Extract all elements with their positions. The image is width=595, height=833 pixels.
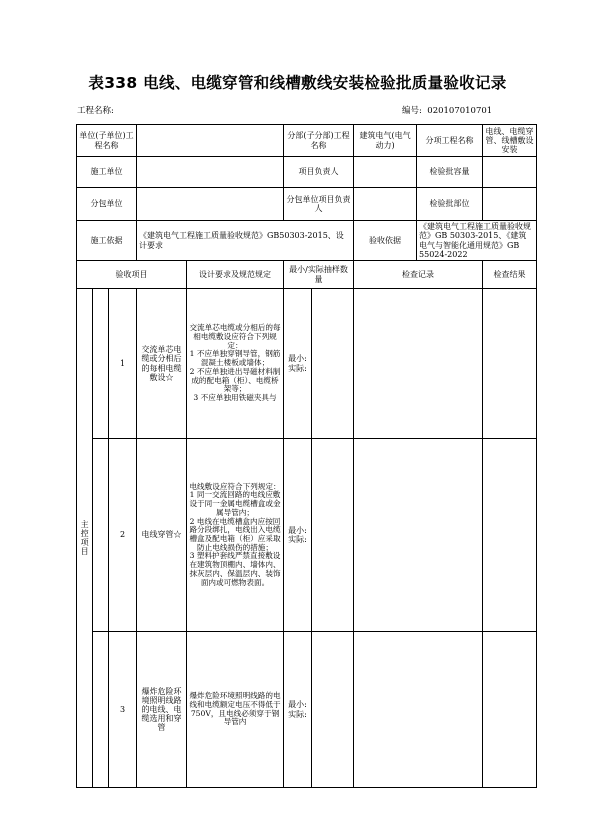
- project-manager-label: 项目负责人: [284, 157, 354, 188]
- row-stub: [93, 632, 109, 788]
- item-name: 电线穿管☆: [137, 439, 187, 632]
- sample-count: [284, 632, 312, 788]
- acceptance-basis-label: 验收依据: [354, 221, 417, 261]
- item-requirement: [187, 632, 284, 788]
- item-requirement: [187, 439, 284, 632]
- subcontract-unit-label: 分包单位: [77, 188, 137, 221]
- check-record[interactable]: [354, 632, 483, 788]
- batch-capacity-label: 检验批容量: [417, 157, 483, 188]
- sample-spacer: [312, 632, 354, 788]
- col-header-record: 检查记录: [354, 261, 483, 289]
- item-requirement: [187, 289, 284, 439]
- number-value: 020107010701: [427, 106, 493, 116]
- acceptance-record-table: [76, 124, 537, 788]
- subcontract-unit-value[interactable]: [137, 188, 284, 221]
- col-header-result: 检查结果: [483, 261, 537, 289]
- construction-unit-value[interactable]: [137, 157, 284, 188]
- main-items-label: 主控项目: [80, 520, 90, 556]
- construction-basis-label: 施工依据: [77, 221, 137, 261]
- item-name: 交流单芯电缆或分相后的每相电缆敷设☆: [137, 289, 187, 439]
- project-manager-value[interactable]: [354, 157, 417, 188]
- actual-label: 实际:: [288, 709, 307, 719]
- item-number: 1: [109, 289, 137, 439]
- check-record[interactable]: [354, 439, 483, 632]
- sample-spacer: [312, 289, 354, 439]
- number-label: 编号:: [402, 106, 422, 116]
- item-name: 爆炸危险环境照明线路的电线、电缆选用和穿管: [137, 632, 187, 788]
- sub-item-label: 分项工程名称: [417, 125, 483, 157]
- actual-label: 实际:: [288, 363, 307, 373]
- col-header-item: 验收项目: [77, 261, 187, 289]
- check-result[interactable]: [483, 632, 537, 788]
- project-name-label: 工程名称:: [77, 106, 114, 116]
- unit-project-label: 单位(子单位)工程名称: [77, 125, 137, 157]
- batch-capacity-value[interactable]: [483, 157, 537, 188]
- sub-division-value: 建筑电气(电气动力): [354, 125, 417, 157]
- row-stub: [93, 439, 109, 632]
- construction-unit-label: 施工单位: [77, 157, 137, 188]
- sample-count: [284, 439, 312, 632]
- subcontract-manager-value[interactable]: [354, 188, 417, 221]
- check-result[interactable]: [483, 289, 537, 439]
- unit-project-value[interactable]: [137, 125, 284, 157]
- batch-part-value[interactable]: [483, 188, 537, 221]
- sample-count: [284, 289, 312, 439]
- form-number: [402, 104, 492, 116]
- col-header-sample: 最小/实际抽样数量: [284, 261, 354, 289]
- acceptance-basis-value: 《建筑电气工程施工质量验收规范》GB 50303-2015、《建筑电气与智能化通用规范》GB 55024-2022: [417, 221, 537, 261]
- row-stub: [93, 289, 109, 439]
- min-label: 最小:: [288, 700, 307, 710]
- page-title: 表338 电线、电缆穿管和线槽敷线安装检验批质量验收记录: [88, 74, 507, 92]
- sub-division-label: 分部(子分部)工程名称: [284, 125, 354, 157]
- check-result[interactable]: [483, 439, 537, 632]
- check-record[interactable]: [354, 289, 483, 439]
- main-items-label-cell: [77, 289, 93, 788]
- actual-label: 实际:: [288, 535, 307, 544]
- sub-item-value: 电线、电缆穿管、线槽敷设安装: [483, 125, 537, 157]
- item-number: 2: [109, 439, 137, 632]
- item-requirement-text: 爆炸危险环境照明线路的电线和电缆额定电压不得低于750V，且电线必须穿于钢导管内: [189, 691, 281, 727]
- min-label: 最小:: [288, 525, 307, 535]
- item-number: 3: [109, 632, 137, 788]
- item-requirement-text: 电线敷设应符合下列规定： 1 同一交流回路的电线应敷设于同一金属电缆槽盒或金属导管内； 2 电线在电缆槽盒内应按回路分段绑扎，电线出入电缆槽盒及配电箱（柜）应采取防止电线损伤的措施； 3 塑料护套线严禁直接敷设在建筑物顶棚内、墙体内、抹灰层内、保温层内、装饰面内或可燃物表面。: [189, 481, 281, 587]
- item-requirement-text: 交流单芯电缆或分相后的每相电缆敷设应符合下列规定： 1 不应单独穿钢导管，钢筋混凝土楼板或墙体； 2 不应单独进出导磁材料制成的配电箱（柜）、电缆桥架等； 3 不应单独用铁磁夹具与: [189, 323, 281, 403]
- batch-part-label: 检验批部位: [417, 188, 483, 221]
- subcontract-manager-label: 分包单位项目负责人: [284, 188, 354, 221]
- construction-basis-value: 《建筑电气工程施工质量验收规范》GB50303-2015、设计要求: [137, 221, 354, 261]
- col-header-requirement: 设计要求及规范规定: [187, 261, 284, 289]
- min-label: 最小:: [288, 354, 307, 364]
- sample-spacer: [312, 439, 354, 632]
